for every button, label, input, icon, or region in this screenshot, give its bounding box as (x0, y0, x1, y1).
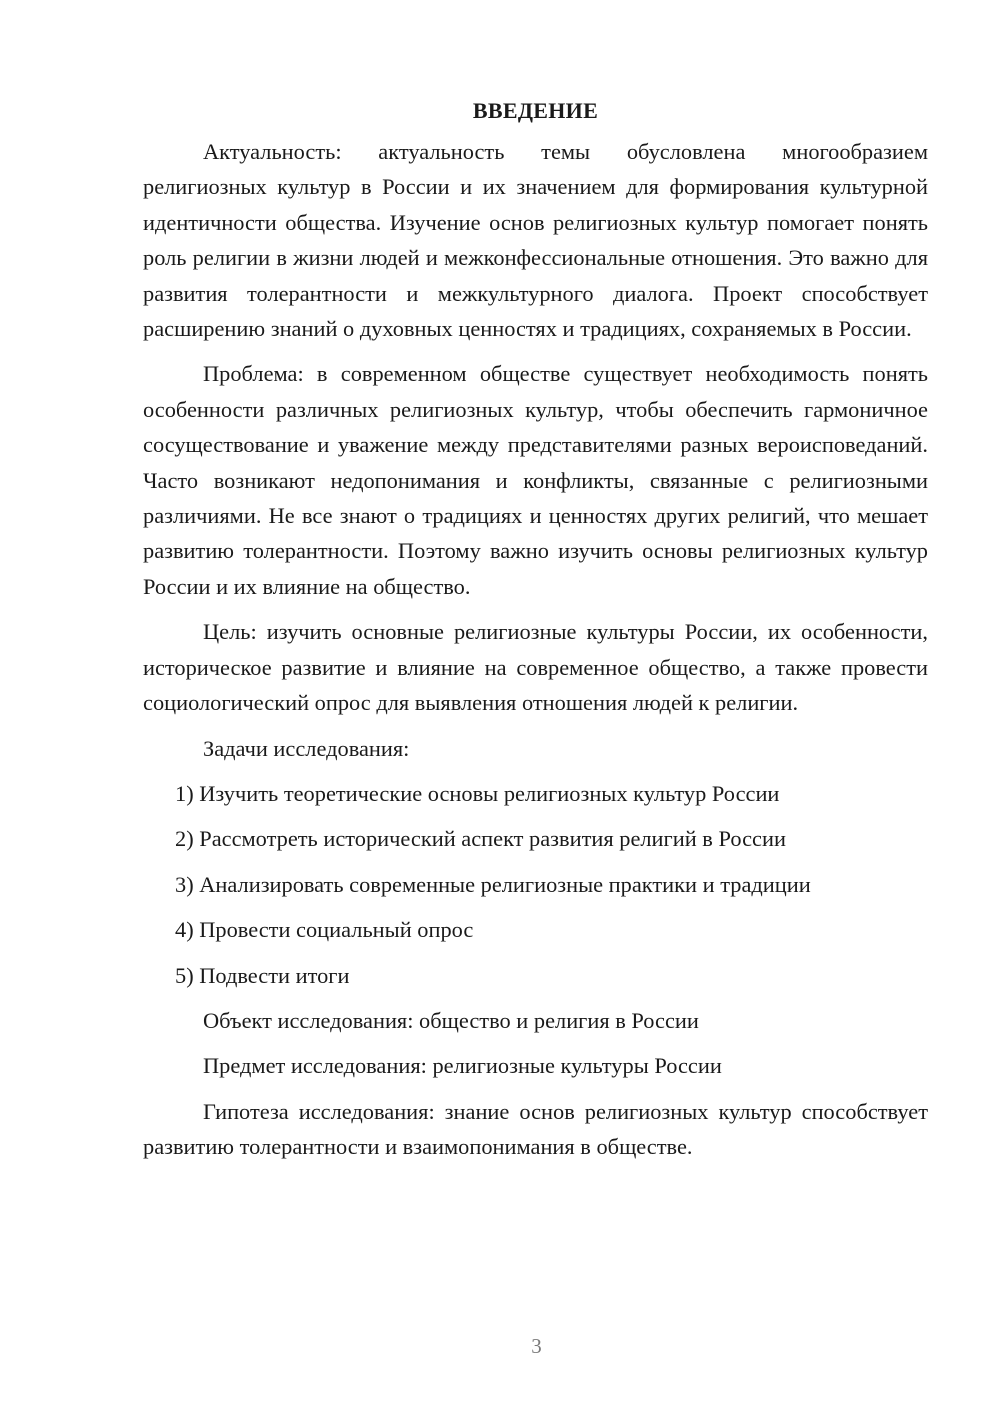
research-subject: Предмет исследования: религиозные культуры России (203, 1053, 722, 1079)
page-number: 3 (531, 1334, 542, 1358)
problem-paragraph: Проблема: в современном обществе существует необходимость понять особенности различных религиозных культур, чтобы обеспечить гармоничное сосуществование и уважение между представителями разных вероисповеданий. Часто возникают недопонимания и конфликты, связанные с религиозными различиями. Не все знают о традициях и ценностях других религий, что мешает развитию толерантности. Поэтому важно изучить основы религиозных культур России и их влияние на общество. (143, 361, 928, 599)
goal-paragraph: Цель: изучить основные религиозные культуры России, их особенности, историческое развитие и влияние на современное общество, а также провести социологический опрос для выявления отношения людей к религии. (143, 619, 928, 716)
tasks-list (143, 776, 928, 993)
section-title: ВВЕДЕНИЕ (472, 98, 599, 123)
task-item: 3) Анализировать современные религиозные практики и традиции (175, 871, 811, 897)
task-item: 2) Рассмотреть исторический аспект развития религий в России (175, 826, 786, 852)
task-item: 4) Провести социальный опрос (175, 917, 474, 943)
task-item: 5) Подвести итоги (175, 962, 350, 988)
hypothesis-paragraph: Гипотеза исследования: знание основ религиозных культур способствует развитию толерантности и взаимопонимания в обществе. (143, 1098, 928, 1160)
document-page (143, 96, 928, 1175)
task-item: 1) Изучить теоретические основы религиозных культур России (175, 780, 780, 806)
tasks-heading: Задачи исследования: (203, 735, 410, 761)
research-object: Объект исследования: общество и религия в России (203, 1007, 699, 1033)
relevance-paragraph: Актуальность: актуальность темы обусловлена многообразием религиозных культур в России и их значением для формирования культурной идентичности общества. Изучение основ религиозных культур помогает понять роль религии в жизни людей и межконфессиональные отношения. Это важно для развития толерантности и межкультурного диалога. Проект способствует расширению знаний о духовных ценностях и традициях, сохраняемых в России. (143, 139, 928, 342)
